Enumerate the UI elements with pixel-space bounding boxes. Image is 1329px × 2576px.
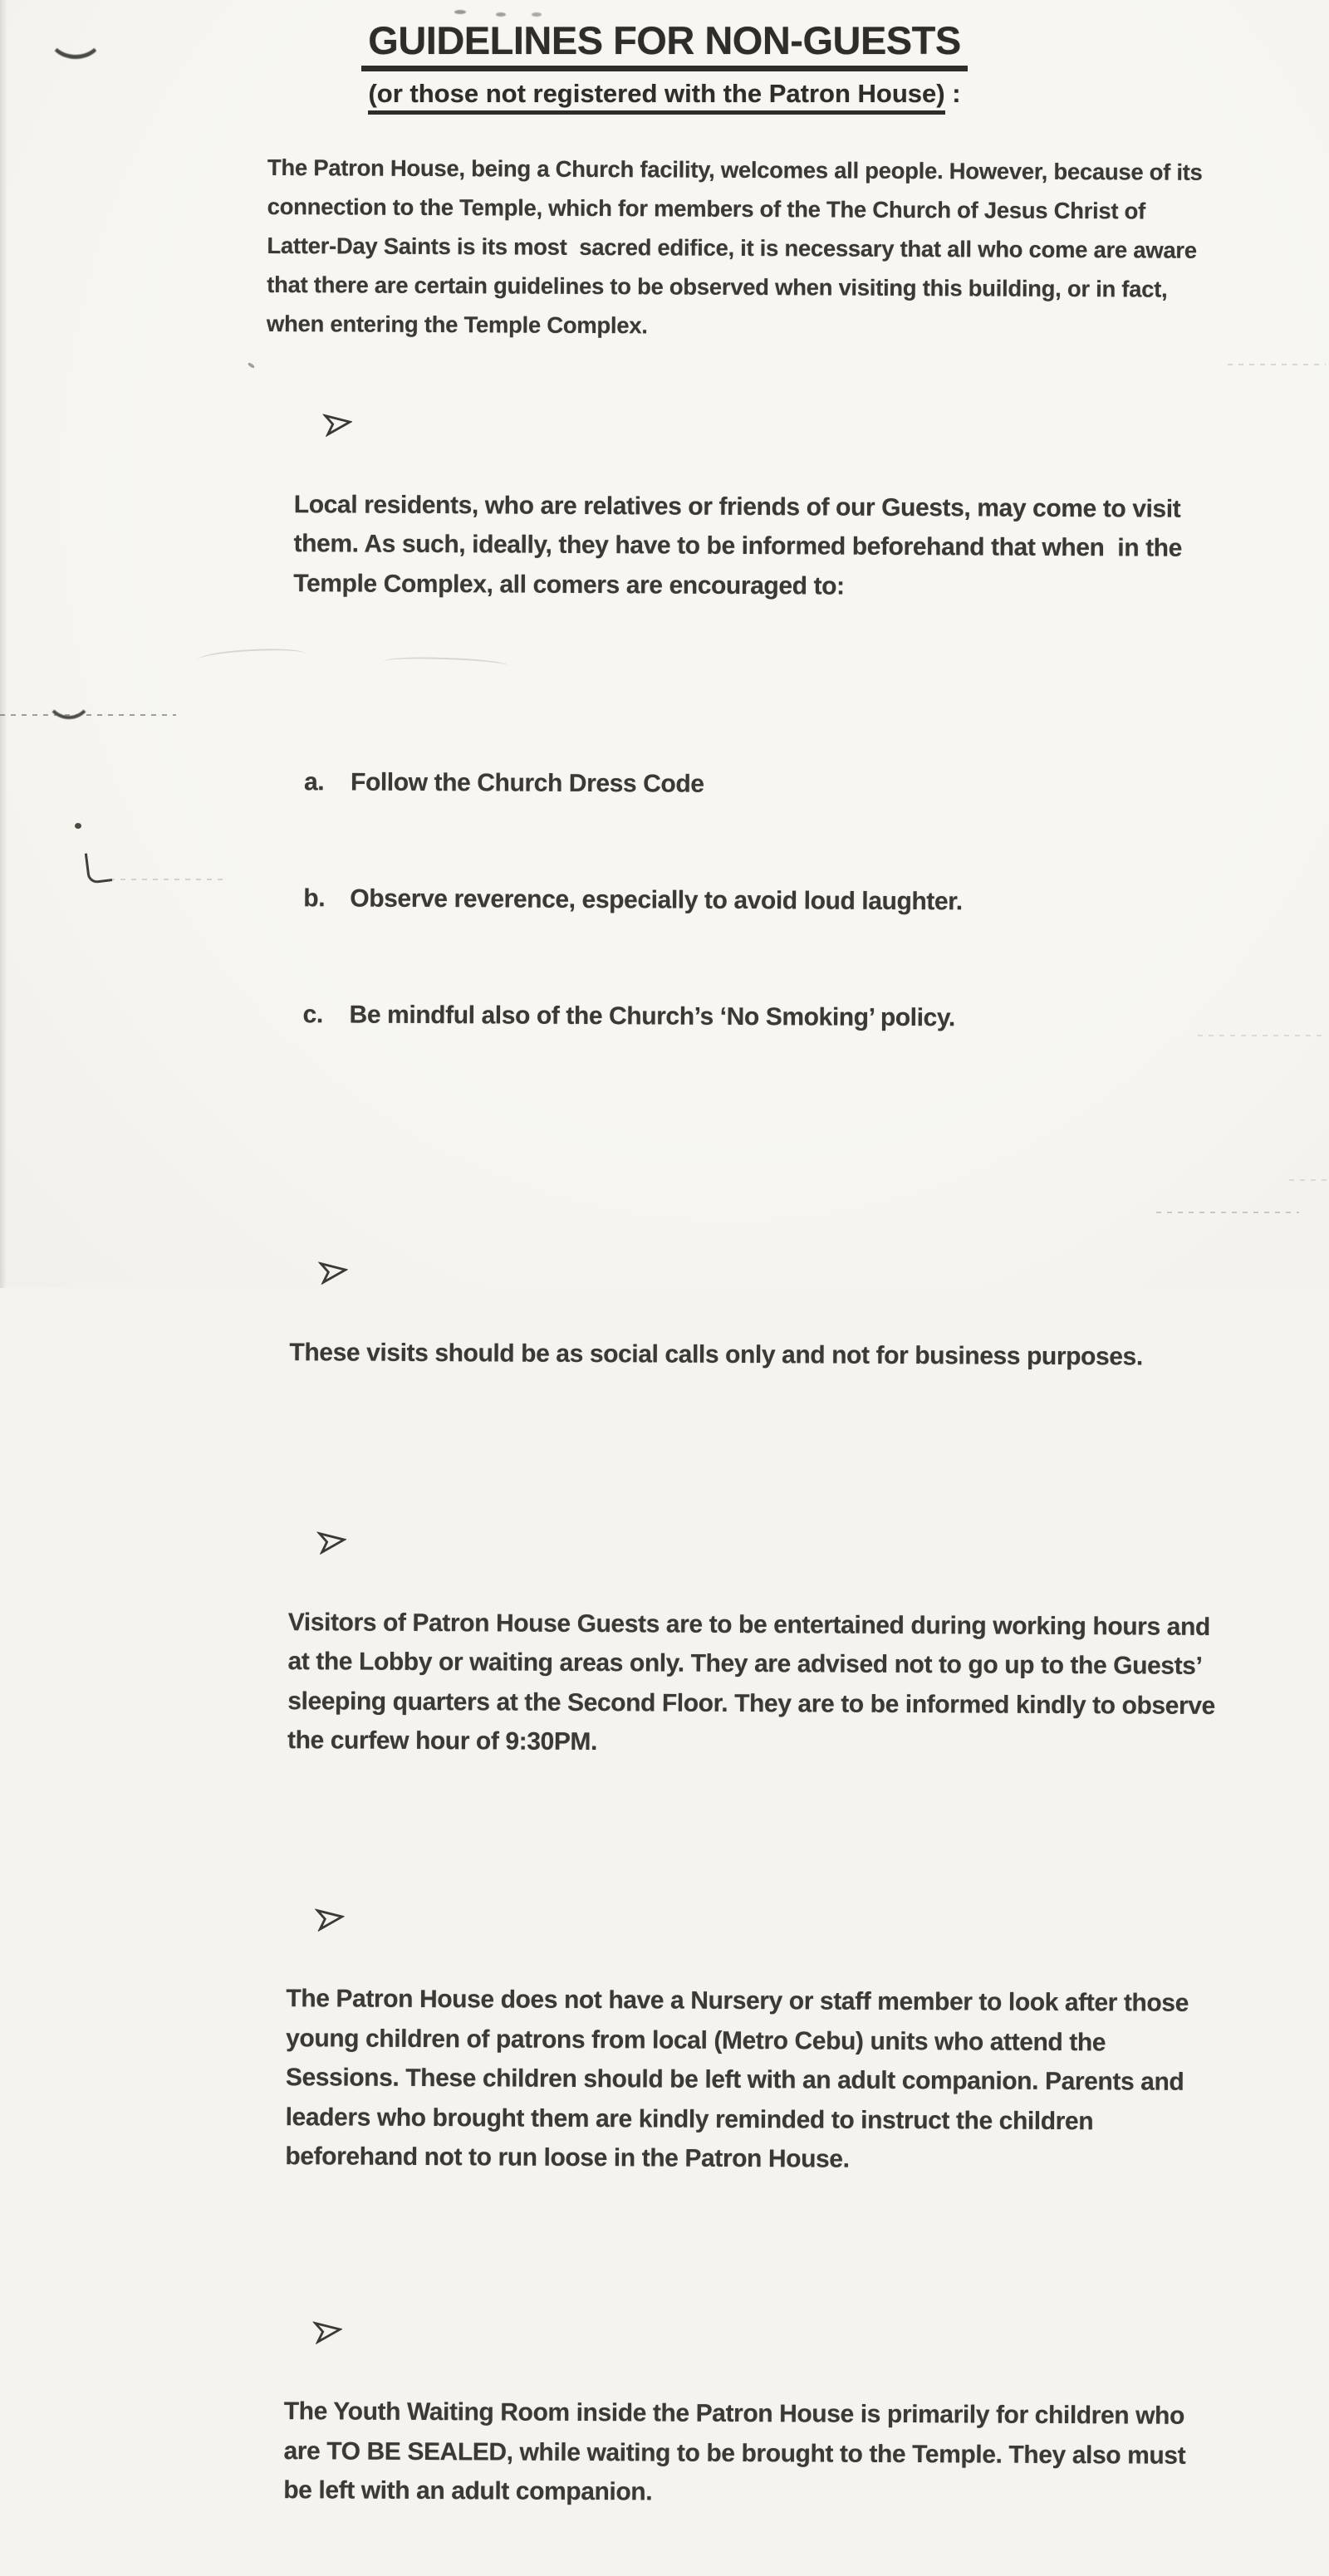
subitem-label: a. — [303, 768, 325, 796]
document-subtitle-colon: : — [944, 79, 961, 108]
subitem-text: Observe reverence, especially to avoid loud laughter. — [350, 884, 963, 916]
subitem-text: Be mindful also of the Church’s ‘No Smoking’ policy. — [349, 1001, 955, 1032]
scan-artifact-speck — [532, 12, 542, 17]
guideline-text: Local residents, who are relatives or friends of our Guests, may come to visit them. As such, ideally, they have to be informed beforehand that when in the Temple Complex, all comers are encouraged to: — [293, 490, 1189, 600]
subitem-text: Follow the Church Dress Code — [350, 768, 704, 798]
subitem-c — [302, 996, 1219, 1038]
document-body — [0, 108, 1329, 2576]
guideline-text: The Patron House does not have a Nursery or staff member to look after those young children of patrons from local (Metro Cebu) units who attend the Sessions. These children should be left with an adult companion. Parents and leaders who brought them are kindly reminded to instruct the children beforehand not to run loose in the Patron House. — [285, 1985, 1195, 2173]
document-header — [0, 18, 1329, 115]
guideline-text: Visitors of Patron House Guests are to be entertained during working hours and at the Lobby or waiting areas only. They are advised not to go up to the Guests’ sleeping quarters at the Second Floor. They are to be informed kindly to observe the curfew hour of 9:30PM. — [287, 1608, 1222, 1756]
scan-artifact-speck — [454, 10, 466, 14]
arrowhead-bullet-icon — [246, 1485, 355, 1614]
arrowhead-bullet-icon — [248, 1215, 356, 1344]
subitem-b — [303, 879, 1219, 922]
document-title: GUIDELINES FOR NON-GUESTS — [361, 18, 967, 71]
guideline-item-local-residents — [258, 366, 1222, 1196]
guideline-item-social-calls — [257, 1214, 1218, 1456]
intro-paragraph: The Patron House, being a Church facility, welcomes all people. However, because of its connection to the Temple, which for members of the The Church of Jesus Christ of Latter-Day Saints is its most sacred edifice, it is necessary that all who come are aware that there are certain guidelines to be observed when visiting this building, or in fact, when entering the Temple Complex. — [266, 154, 1209, 339]
guideline-item-visitors — [255, 1484, 1222, 1844]
guidelines-list — [0, 365, 1328, 2576]
subitem-label: b. — [303, 884, 326, 913]
subitem-a — [304, 763, 1220, 806]
arrowhead-bullet-icon — [244, 1862, 353, 1991]
subitem-label: c. — [302, 1001, 323, 1029]
document-subtitle-underlined: (or those not registered with the Patron House) — [368, 79, 944, 115]
arrowhead-bullet-icon — [252, 367, 360, 497]
scan-artifact-speck — [496, 12, 506, 17]
guideline-text: These visits should be as social calls only and not for business purposes. — [289, 1338, 1143, 1370]
guideline-subitems — [291, 684, 1221, 1117]
guideline-text: The Youth Waiting Room inside the Patron House is primarily for children who are TO BE SEALED, while waiting to be brought to the Temple. They also must be left with an adult companion. — [283, 2397, 1193, 2506]
guideline-item-youth-waiting-room — [252, 2273, 1213, 2576]
arrowhead-bullet-icon — [242, 2275, 351, 2404]
guideline-item-nursery — [253, 1860, 1214, 2260]
